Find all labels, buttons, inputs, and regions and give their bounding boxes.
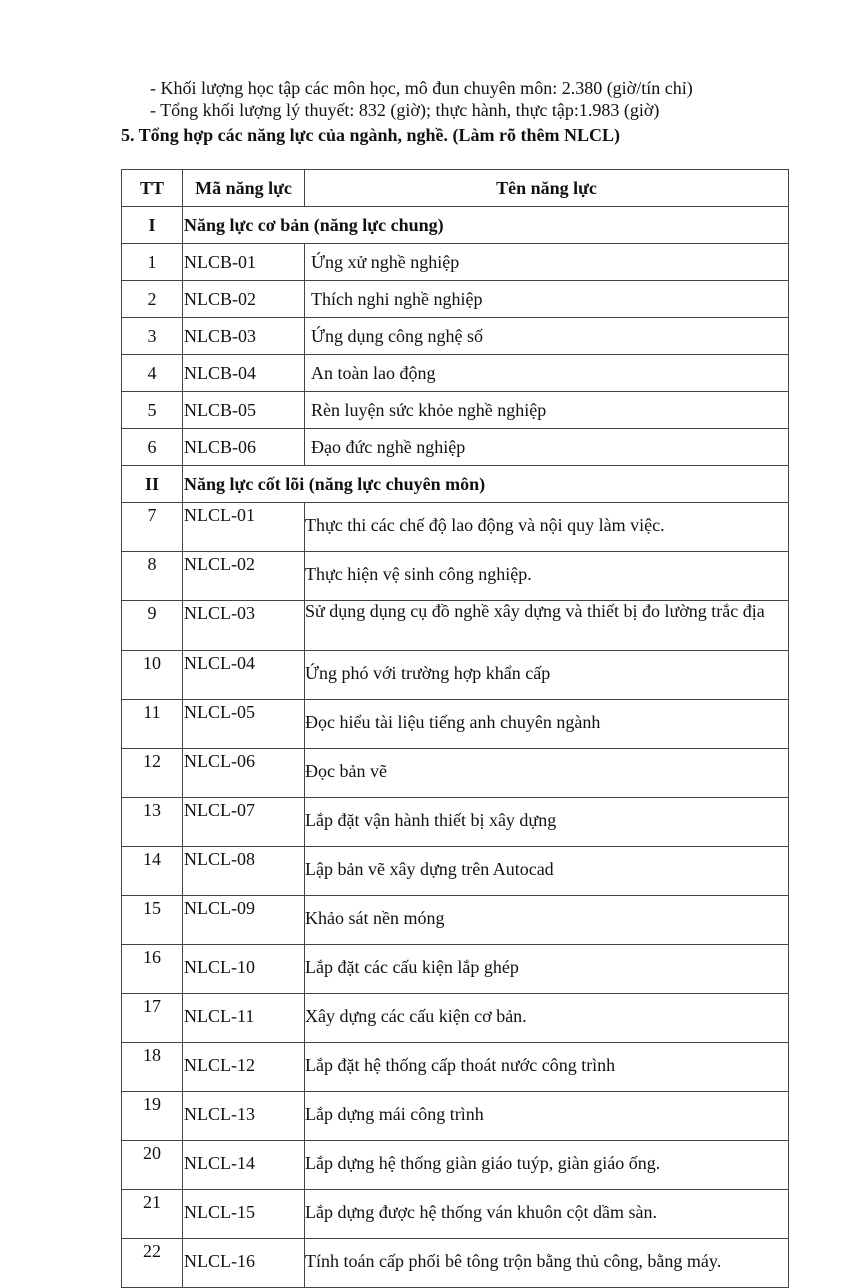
row-number: 7 xyxy=(122,503,183,552)
row-number: 15 xyxy=(122,896,183,945)
row-name: Lập bản vẽ xây dựng trên Autocad xyxy=(305,847,789,896)
row-number: 9 xyxy=(122,601,183,651)
table-row xyxy=(122,994,789,1043)
row-number: 1 xyxy=(122,244,183,281)
row-code: NLCL-14 xyxy=(183,1141,305,1190)
row-code: NLCL-04 xyxy=(183,651,305,700)
competency-table xyxy=(121,169,789,1288)
table-row xyxy=(122,318,789,355)
row-name: Thích nghi nghề nghiệp xyxy=(305,281,789,318)
row-code: NLCL-03 xyxy=(183,601,305,651)
study-volume-line: - Khối lượng học tập các môn học, mô đun chuyên môn: 2.380 (giờ/tín chỉ) xyxy=(150,78,693,98)
row-name: Đạo đức nghề nghiệp xyxy=(305,429,789,466)
row-name: Ứng dụng công nghệ số xyxy=(305,318,789,355)
section-title: Năng lực cơ bản (năng lực chung) xyxy=(183,207,789,244)
row-name: Thực thi các chế độ lao động và nội quy làm việc. xyxy=(305,503,789,552)
row-code: NLCL-09 xyxy=(183,896,305,945)
row-number: 2 xyxy=(122,281,183,318)
row-name: Ứng phó với trường hợp khẩn cấp xyxy=(305,651,789,700)
row-name: Lắp đặt các cấu kiện lắp ghép xyxy=(305,945,789,994)
table-row xyxy=(122,700,789,749)
row-number: 10 xyxy=(122,651,183,700)
row-code: NLCL-11 xyxy=(183,994,305,1043)
section-number: I xyxy=(122,207,183,244)
row-name: Rèn luyện sức khỏe nghề nghiệp xyxy=(305,392,789,429)
row-name: Đọc bản vẽ xyxy=(305,749,789,798)
table-row xyxy=(122,429,789,466)
row-number: 16 xyxy=(122,945,183,994)
row-code: NLCL-01 xyxy=(183,503,305,552)
section-heading: 5. Tổng hợp các năng lực của ngành, nghề. (Làm rõ thêm NLCL) xyxy=(121,125,620,145)
row-code: NLCB-04 xyxy=(183,355,305,392)
header-tt: TT xyxy=(122,170,183,207)
row-name: Thực hiện vệ sinh công nghiệp. xyxy=(305,552,789,601)
row-number: 6 xyxy=(122,429,183,466)
row-number: 17 xyxy=(122,994,183,1043)
row-code: NLCL-10 xyxy=(183,945,305,994)
row-number: 3 xyxy=(122,318,183,355)
table-row xyxy=(122,651,789,700)
row-code: NLCL-15 xyxy=(183,1190,305,1239)
row-code: NLCL-12 xyxy=(183,1043,305,1092)
row-name: Tính toán cấp phối bê tông trộn bằng thủ công, bằng máy. xyxy=(305,1239,789,1288)
table-row xyxy=(122,355,789,392)
row-name: Xây dựng các cấu kiện cơ bản. xyxy=(305,994,789,1043)
row-number: 12 xyxy=(122,749,183,798)
table-row xyxy=(122,1141,789,1190)
row-code: NLCB-02 xyxy=(183,281,305,318)
row-name: Lắp đặt vận hành thiết bị xây dựng xyxy=(305,798,789,847)
row-name: An toàn lao động xyxy=(305,355,789,392)
row-code: NLCL-06 xyxy=(183,749,305,798)
table-row xyxy=(122,749,789,798)
table-header-row xyxy=(122,170,789,207)
total-hours-line: - Tổng khối lượng lý thuyết: 832 (giờ); thực hành, thực tập:1.983 (giờ) xyxy=(150,100,660,120)
table-row xyxy=(122,552,789,601)
row-number: 22 xyxy=(122,1239,183,1288)
row-number: 21 xyxy=(122,1190,183,1239)
table-row xyxy=(122,1043,789,1092)
table-row xyxy=(122,847,789,896)
row-code: NLCL-05 xyxy=(183,700,305,749)
row-name: Lắp dựng mái công trình xyxy=(305,1092,789,1141)
header-code: Mã năng lực xyxy=(183,170,305,207)
header-name: Tên năng lực xyxy=(305,170,789,207)
row-number: 18 xyxy=(122,1043,183,1092)
table-row xyxy=(122,281,789,318)
row-number: 13 xyxy=(122,798,183,847)
row-number: 19 xyxy=(122,1092,183,1141)
row-code: NLCB-01 xyxy=(183,244,305,281)
row-code: NLCL-08 xyxy=(183,847,305,896)
row-number: 20 xyxy=(122,1141,183,1190)
row-code: NLCL-16 xyxy=(183,1239,305,1288)
row-name: Lắp đặt hệ thống cấp thoát nước công trình xyxy=(305,1043,789,1092)
table-row xyxy=(122,1092,789,1141)
section-title: Năng lực cốt lõi (năng lực chuyên môn) xyxy=(183,466,789,503)
table-row xyxy=(122,1190,789,1239)
table-row xyxy=(122,798,789,847)
row-code: NLCB-05 xyxy=(183,392,305,429)
section-number: II xyxy=(122,466,183,503)
row-name: Sử dụng dụng cụ đồ nghề xây dựng và thiết bị đo lường trắc địa xyxy=(305,601,789,651)
table-row xyxy=(122,244,789,281)
table-row xyxy=(122,896,789,945)
table-row xyxy=(122,503,789,552)
row-code: NLCB-06 xyxy=(183,429,305,466)
row-code: NLCL-07 xyxy=(183,798,305,847)
row-code: NLCB-03 xyxy=(183,318,305,355)
row-name: Lắp dựng hệ thống giàn giáo tuýp, giàn giáo ống. xyxy=(305,1141,789,1190)
table-row xyxy=(122,601,789,651)
section-row-basic xyxy=(122,207,789,244)
row-code: NLCL-02 xyxy=(183,552,305,601)
row-code: NLCL-13 xyxy=(183,1092,305,1141)
row-number: 11 xyxy=(122,700,183,749)
row-number: 4 xyxy=(122,355,183,392)
row-name: Đọc hiểu tài liệu tiếng anh chuyên ngành xyxy=(305,700,789,749)
table-row xyxy=(122,1239,789,1288)
row-number: 8 xyxy=(122,552,183,601)
row-number: 5 xyxy=(122,392,183,429)
section-row-core xyxy=(122,466,789,503)
row-number: 14 xyxy=(122,847,183,896)
table-row xyxy=(122,945,789,994)
table-row xyxy=(122,392,789,429)
row-name: Khảo sát nền móng xyxy=(305,896,789,945)
row-name: Lắp dựng được hệ thống ván khuôn cột dầm sàn. xyxy=(305,1190,789,1239)
row-name: Ứng xử nghề nghiệp xyxy=(305,244,789,281)
